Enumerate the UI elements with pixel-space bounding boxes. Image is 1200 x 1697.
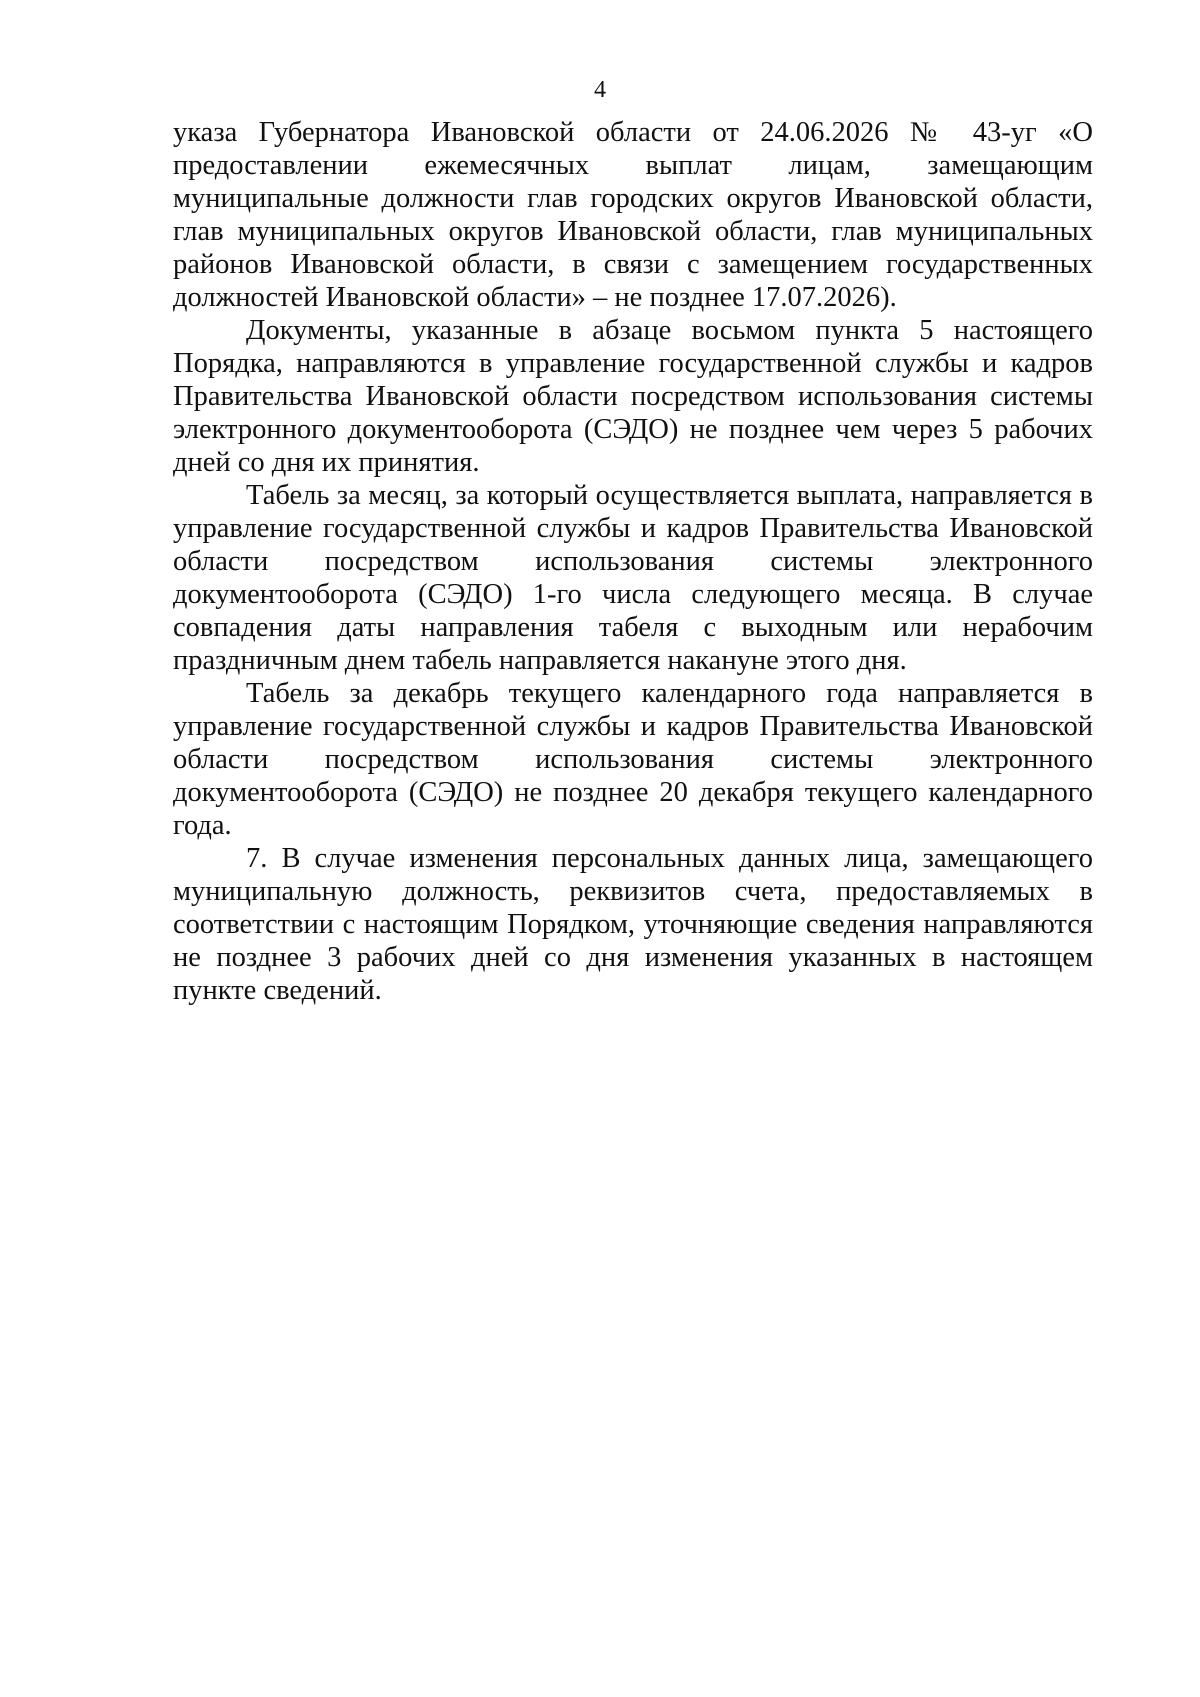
paragraph-documents-submission: Документы, указанные в абзаце восьмом пункта 5 настоящего Порядка, направляются в управление государственной службы и кадров Правительства Ивановской области посредством использования системы электронного документооборота (СЭДО) не позднее чем через 5 рабочих дней со дня их принятия. <box>173 315 1093 478</box>
paragraph-decree-reference: указа Губернатора Ивановской области от 24.06.2026 № 43-уг «О предоставлении ежемесячных выплат лицам, замещающим муниципальные должности глав городских округов Ивановской области, глав муниципальных округов Ивановской области, глав муниципальных районов Ивановской области, в связи с замещением государственных должностей Ивановской области» – не позднее 17.07.2026). <box>173 117 1093 313</box>
paragraph-december-timesheet: Табель за декабрь текущего календарного года направляется в управление государственной службы и кадров Правительства Ивановской области посредством использования системы электронного документооборота (СЭДО) не позднее 20 декабря текущего календарного года. <box>173 678 1093 841</box>
document-body <box>173 116 1093 1007</box>
page-number: 4 <box>594 77 606 103</box>
paragraph-item-7: 7. В случае изменения персональных данных лица, замещающего муниципальную должность, реквизитов счета, предоставляемых в соответствии с настоящим Порядком, уточняющие сведения направляются не позднее 3 рабочих дней со дня изменения указанных в настоящем пункте сведений. <box>173 843 1093 1006</box>
paragraph-monthly-timesheet: Табель за месяц, за который осуществляется выплата, направляется в управление государственной службы и кадров Правительства Ивановской области посредством использования системы электронного документооборота (СЭДО) 1-го числа следующего месяца. В случае совпадения даты направления табеля с выходным или нерабочим праздничным днем табель направляется накануне этого дня. <box>173 480 1093 676</box>
